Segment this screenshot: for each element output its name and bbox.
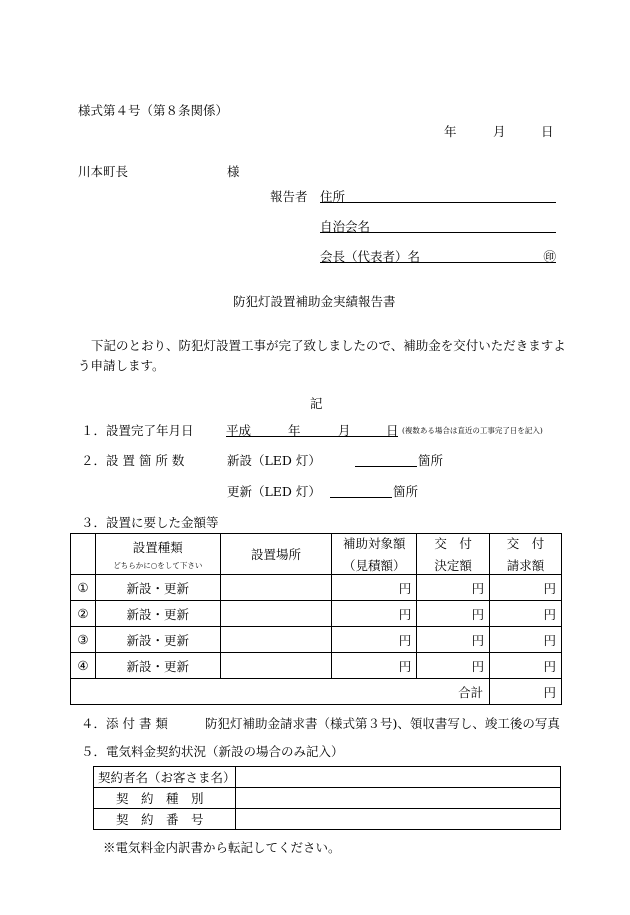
completion-month: 月 xyxy=(338,423,351,438)
row-place-cell[interactable] xyxy=(220,627,332,653)
table-row xyxy=(71,627,562,653)
completion-era: 平成 xyxy=(226,423,252,438)
addressee-honorific: 様 xyxy=(227,164,240,179)
body-text-line2: う申請します。 xyxy=(78,358,165,373)
header-request-cell xyxy=(490,534,562,575)
row-type[interactable]: 新設・更新 xyxy=(95,653,220,679)
item3-label: ３．設置に要した金額等 xyxy=(81,515,219,530)
form-number: 様式第４号（第８条関係） xyxy=(78,103,229,118)
date-month: 月 xyxy=(493,124,506,139)
completion-date-field[interactable] xyxy=(226,421,398,437)
new-led-label: 新設（LED 灯） xyxy=(227,453,321,468)
contract-row-value[interactable] xyxy=(236,767,561,788)
header-number-cell xyxy=(71,534,96,575)
document-title: 防犯灯設置補助金実績報告書 xyxy=(233,294,396,309)
total-yen[interactable]: 円 xyxy=(490,679,562,705)
reporter-chairman-label: 会長（代表者）名 xyxy=(320,249,421,264)
item1-label: １．設置完了年月日 xyxy=(81,423,194,438)
header-decided-line1: 交 付 xyxy=(434,536,472,551)
renew-led-unit: 箇所 xyxy=(393,484,419,499)
header-request-line1: 交 付 xyxy=(506,536,545,551)
row-request-yen[interactable]: 円 xyxy=(490,575,562,601)
reporter-address-label: 住所 xyxy=(320,189,346,204)
row-subsidy-yen[interactable]: 円 xyxy=(332,627,417,653)
table-row xyxy=(71,601,562,627)
new-led-unit: 箇所 xyxy=(418,453,444,468)
table-row xyxy=(71,575,562,601)
renew-led-label: 更新（LED 灯） xyxy=(227,484,321,499)
item2-label: ２．設 置 箇 所 数 xyxy=(81,453,185,468)
contract-table xyxy=(93,766,561,830)
row-decided-yen[interactable]: 円 xyxy=(417,575,490,601)
header-type: 設置種類 xyxy=(132,539,183,555)
reporter-association-label: 自治会名 xyxy=(320,219,371,234)
header-type-cell xyxy=(95,534,220,575)
item5-label: ５．電気料金契約状況（新設の場合のみ記入） xyxy=(81,744,344,759)
contract-row-value[interactable] xyxy=(236,788,561,809)
row-place-cell[interactable] xyxy=(220,653,332,679)
contract-row-label: 契 約 種 別 xyxy=(94,788,236,809)
reporter-address-field[interactable] xyxy=(320,187,556,203)
reporter-association-field[interactable] xyxy=(320,217,556,233)
table-row xyxy=(94,767,561,788)
row-number: ① xyxy=(71,575,96,601)
row-decided-yen[interactable]: 円 xyxy=(417,653,490,679)
header-decided-cell xyxy=(417,534,490,575)
header-subsidy-line1: 補助対象額 xyxy=(343,536,406,551)
header-subsidy-line2: （見積額） xyxy=(343,558,406,573)
header-subsidy-cell xyxy=(332,534,417,575)
completion-year: 年 xyxy=(288,423,301,438)
row-type[interactable]: 新設・更新 xyxy=(95,601,220,627)
total-row xyxy=(71,679,562,705)
row-type[interactable]: 新設・更新 xyxy=(95,575,220,601)
contract-note: ※電気料金内訳書から転記してください。 xyxy=(103,840,341,855)
table-row xyxy=(94,809,561,830)
contract-row-value[interactable] xyxy=(236,809,561,830)
header-request-line2: 請求額 xyxy=(506,558,545,573)
renew-led-count-field[interactable] xyxy=(330,482,392,498)
item4-content: 防犯灯補助金請求書（様式第３号)、領収書写し、竣工後の写真 xyxy=(205,716,560,731)
header-decided-line2: 決定額 xyxy=(434,558,472,573)
body-text-line1: 下記のとおり、防犯灯設置工事が完了致しましたので、補助金を交付いただきますよ xyxy=(91,338,566,353)
completion-day: 日 xyxy=(386,423,399,438)
cost-table xyxy=(70,533,562,705)
row-place-cell[interactable] xyxy=(220,601,332,627)
seal-mark: ㊞ xyxy=(543,249,556,264)
row-number: ③ xyxy=(71,627,96,653)
row-number: ② xyxy=(71,601,96,627)
row-decided-yen[interactable]: 円 xyxy=(417,601,490,627)
reporter-label: 報告者 xyxy=(270,189,308,204)
addressee-name: 川本町長 xyxy=(78,164,129,179)
table-row xyxy=(71,653,562,679)
new-led-count-field[interactable] xyxy=(355,451,417,467)
row-request-yen[interactable]: 円 xyxy=(490,627,562,653)
row-subsidy-yen[interactable]: 円 xyxy=(332,601,417,627)
row-number: ④ xyxy=(71,653,96,679)
row-place-cell[interactable] xyxy=(220,575,332,601)
completion-note: (複数ある場合は直近の工事完了日を記入) xyxy=(402,426,543,435)
contract-row-label: 契 約 番 号 xyxy=(94,809,236,830)
ki-heading: 記 xyxy=(310,396,323,411)
table-row xyxy=(94,788,561,809)
header-type-note: どちらかに○をして下さい xyxy=(113,560,203,570)
item4-label: ４．添 付 書 類 xyxy=(81,716,168,731)
row-decided-yen[interactable]: 円 xyxy=(417,627,490,653)
contract-row-label: 契約者名（お客さま名） xyxy=(94,767,236,788)
row-subsidy-yen[interactable]: 円 xyxy=(332,575,417,601)
cost-table-header xyxy=(71,534,562,575)
row-request-yen[interactable]: 円 xyxy=(490,653,562,679)
total-label: 合計 xyxy=(71,679,490,705)
row-type[interactable]: 新設・更新 xyxy=(95,627,220,653)
header-place: 設置場所 xyxy=(220,534,332,575)
reporter-chairman-field[interactable] xyxy=(320,247,556,263)
row-subsidy-yen[interactable]: 円 xyxy=(332,653,417,679)
date-year: 年 xyxy=(444,124,457,139)
row-request-yen[interactable]: 円 xyxy=(490,601,562,627)
date-day: 日 xyxy=(541,124,554,139)
